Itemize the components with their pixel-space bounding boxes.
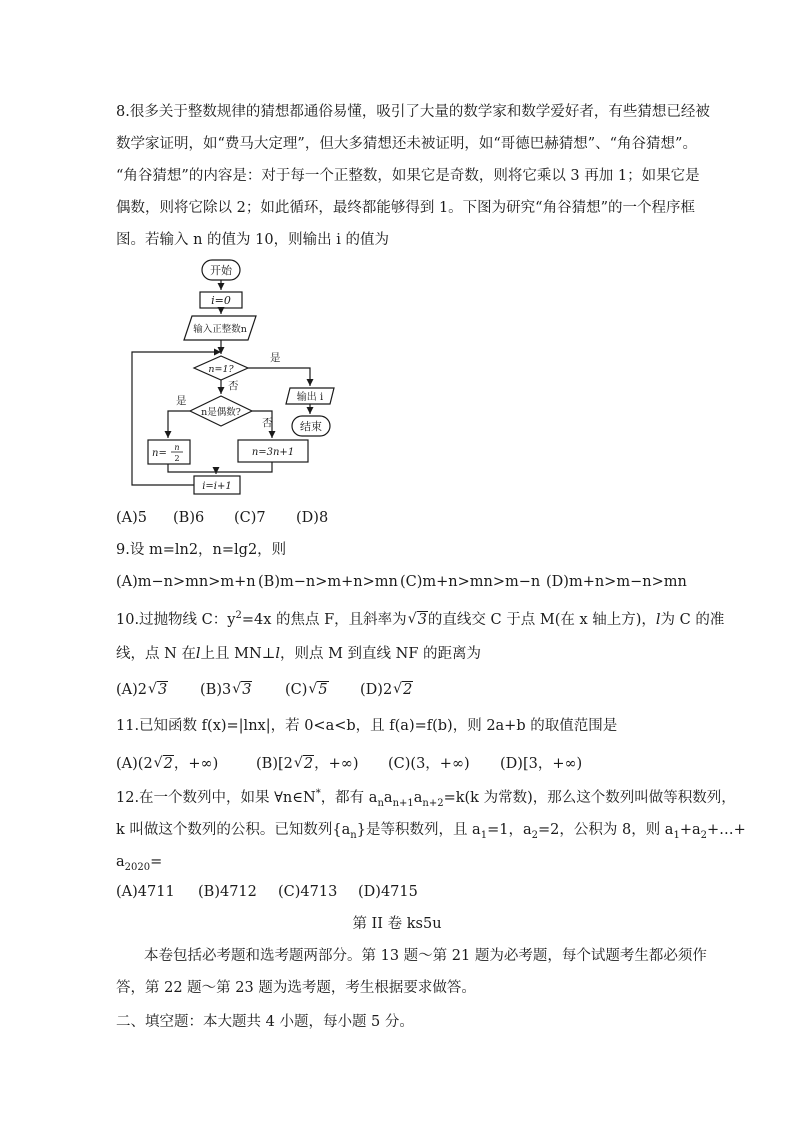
q10-l2-text-a: 线，点 N 在 <box>116 646 196 662</box>
yes2-label: 是 <box>176 395 187 407</box>
output-label: 输出 i <box>296 392 324 403</box>
odd-label: n=3n+1 <box>251 447 295 458</box>
q9-option-c: (C)m+n>mn>m−n <box>400 574 541 590</box>
input-label: 输入正整数n <box>193 324 247 335</box>
even-den: 2 <box>174 454 180 463</box>
q10-sup: 2 <box>235 610 242 622</box>
q10-text-1: 10.过抛物线 C：y <box>116 612 236 628</box>
q10-l2-l: l <box>195 646 201 662</box>
q9-option-d: (D)m+n>m−n>mn <box>546 574 687 590</box>
q10-option-a: (A)2 √ 3 <box>116 681 168 698</box>
q8-option-a: (A)5 <box>116 510 148 526</box>
part2-desc-line1: 本卷包括必考题和选考题两部分。第 13 题～第 21 题为必考题，每个试题考生都必须作 <box>144 948 707 964</box>
no2-label: 否 <box>262 417 273 429</box>
q11-stem: 11.已知函数 f(x)=|lnx|，若 0<a<b，且 f(a)=f(b)，则 2a+b 的取值范围是 <box>116 718 618 734</box>
q11-option-b: (B)[2 √ 2，+∞) <box>256 755 359 772</box>
section-heading: 二、填空题：本大题共 4 小题，每小题 5 分。 <box>116 1014 414 1030</box>
q10-l2-l2: l <box>275 646 280 662</box>
q11-option-c: (C)(3，+∞) <box>388 756 470 772</box>
even-op: n= <box>152 448 167 459</box>
q9-option-b: (B)m−n>m+n>mn <box>258 574 398 590</box>
q10-l2-text-c: ，则点 M 到直线 NF 的距离为 <box>279 646 481 662</box>
q10-sqrt: √ 3 <box>407 611 427 628</box>
q8-option-c: (C)7 <box>234 510 266 526</box>
q12-line3: $a_{2020}=$ <box>116 854 163 873</box>
end-label: 结束 <box>300 420 322 433</box>
even-num: n <box>174 443 180 452</box>
q8-line4: 偶数，则将它除以 2；如此循环，最终都能够得到 1。下图为研究“角谷猜想”的一个程序框 <box>116 200 695 216</box>
init-label: i=0 <box>211 294 231 307</box>
q10-text-3: 的直线交 C 于点 M(在 x 轴上方)， <box>427 612 656 628</box>
part2-title: 第 II 卷 ks5u <box>352 916 442 932</box>
cond1-label: n=1? <box>208 364 234 375</box>
cond2-label: n是偶数? <box>201 407 241 418</box>
q8-option-d: (D)8 <box>296 510 329 526</box>
yes1-label: 是 <box>270 352 281 364</box>
part2-desc-line2: 答，第 22 题～第 23 题为选考题，考生根据要求做答。 <box>116 980 476 996</box>
start-label: 开始 <box>210 264 232 277</box>
q12-line2: k 叫做这个数列的公积。已知数列$\{a_n\}$是等积数列，且 $a_1=1$，$a_2=2$，公积为 8，则 $a_1+a_2+\dots+$ <box>116 822 746 841</box>
q11-option-a: (A)(2 √ 2，+∞) <box>116 755 219 772</box>
q8-option-b: (B)6 <box>173 510 205 526</box>
q10-option-c: (C) √ 5 <box>285 681 328 698</box>
q12-line1: 12.在一个数列中，如果 ∀n∈N*，都有 $a_na_{n+1}a_{n+2}=k(k$ 为常数)，那么这个数列叫做等积数列， <box>116 788 736 809</box>
q8-line2: 数学家证明，如“费马大定理”，但大多猜想还未被证明，如“哥德巴赫猜想”、“角谷猜想”。 <box>116 136 697 152</box>
q8-line1: 8.很多关于整数规律的猜想都通俗易懂，吸引了大量的数学家和数学爱好者，有些猜想已经被 <box>116 104 710 120</box>
q9-stem: 9.设 m=ln2，n=lg2，则 <box>116 542 287 558</box>
q10-option-d: (D)2 √ 2 <box>360 681 413 698</box>
q10-l: l <box>655 612 661 628</box>
q10-text-2: =4x 的焦点 F，且斜率为 <box>241 612 407 628</box>
q10-line1 <box>116 610 724 630</box>
q10-text-4: 为 C 的准 <box>660 612 725 628</box>
q10-l2-text-b: 上且 MN⊥ <box>200 646 276 662</box>
q12-option-b: (B)4712 <box>198 884 257 900</box>
q12-option-c: (C)4713 <box>278 884 338 900</box>
q8-line5: 图。若输入 n 的值为 10，则输出 i 的值为 <box>116 232 389 248</box>
no1-label: 否 <box>228 380 239 392</box>
incr-label: i=i+1 <box>202 481 232 492</box>
q12-option-d: (D)4715 <box>358 884 418 900</box>
q10-line2 <box>116 644 481 664</box>
q11-option-d: (D)[3，+∞) <box>500 756 583 772</box>
q12-option-a: (A)4711 <box>116 884 175 900</box>
q10-option-b: (B)3 √ 3 <box>200 681 252 698</box>
q9-option-a: (A)m−n>mn>m+n <box>116 574 256 590</box>
q8-line3: “角谷猜想”的内容是：对于每一个正整数，如果它是奇数，则将它乘以 3 再加 1；如果它是 <box>116 168 700 184</box>
